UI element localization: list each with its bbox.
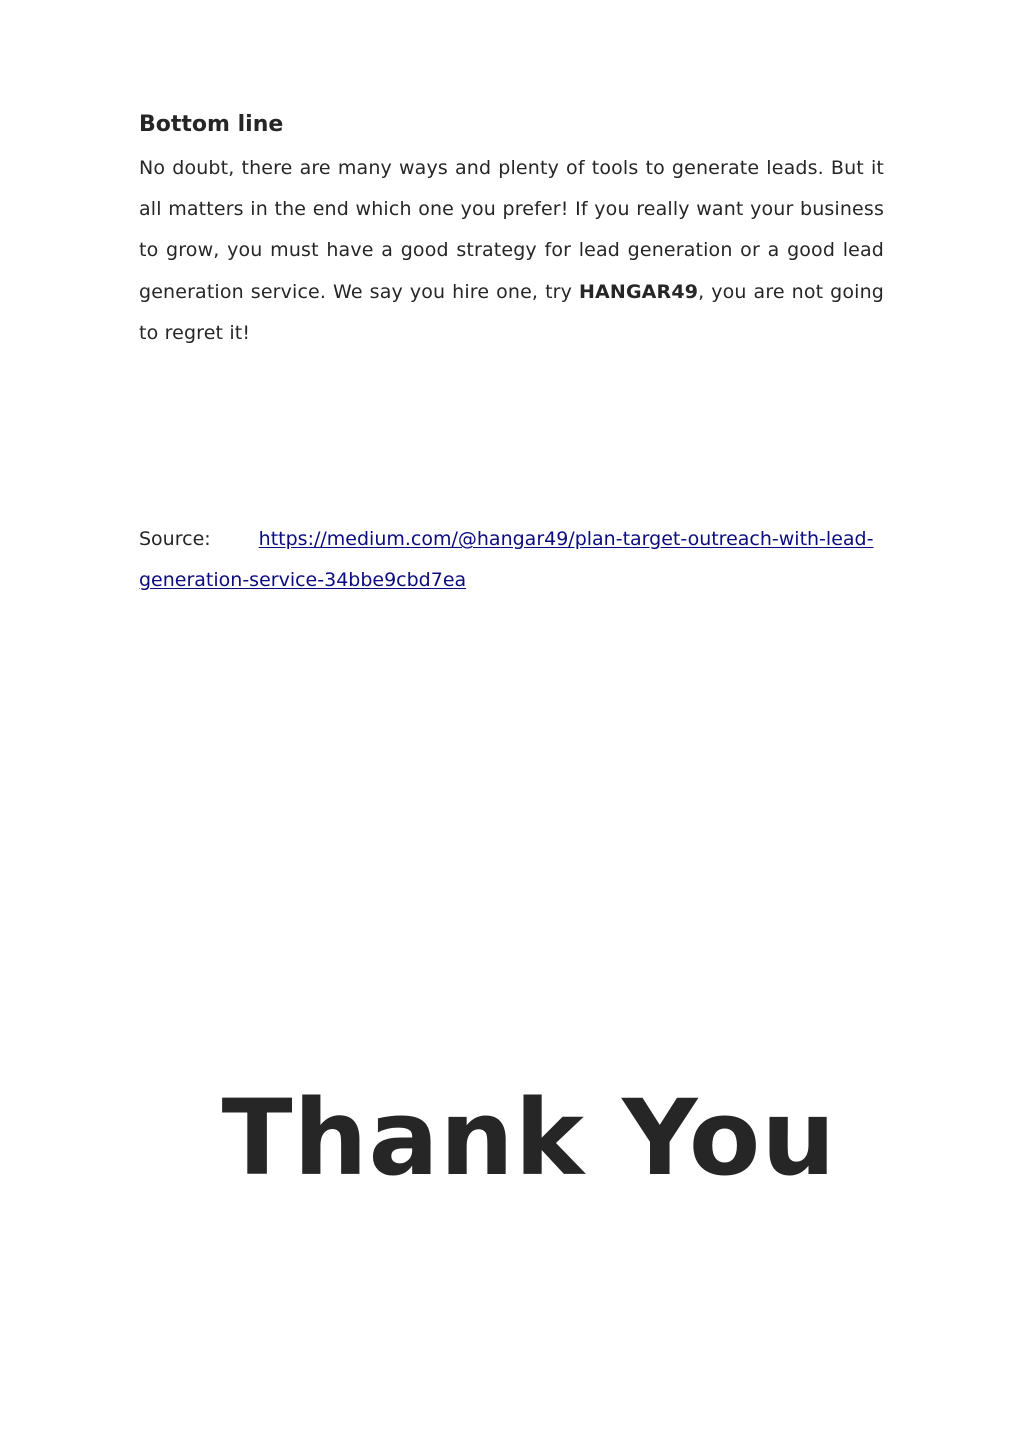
thank-you-title: Thank You — [221, 1077, 837, 1199]
body-paragraph — [139, 148, 884, 354]
source-link[interactable]: https://medium.com/@hangar49/plan-target-outreach-with-lead-generation-service-34bbe9cbd7ea — [139, 528, 874, 592]
paragraph-text-after: , you are not going to regret it! — [139, 280, 884, 344]
source-label: Source: — [139, 528, 211, 550]
section-heading: Bottom line — [139, 112, 284, 137]
brand-name: HANGAR49 — [578, 280, 699, 303]
source-line — [139, 519, 885, 601]
paragraph-text-before: No doubt, there are many ways and plenty of tools to generate leads. But it all matters in the end which one you prefer! If you really want your business to grow, you must have a good strategy for lead generation or a good lead generation service. We say you hire one, try — [139, 157, 884, 303]
